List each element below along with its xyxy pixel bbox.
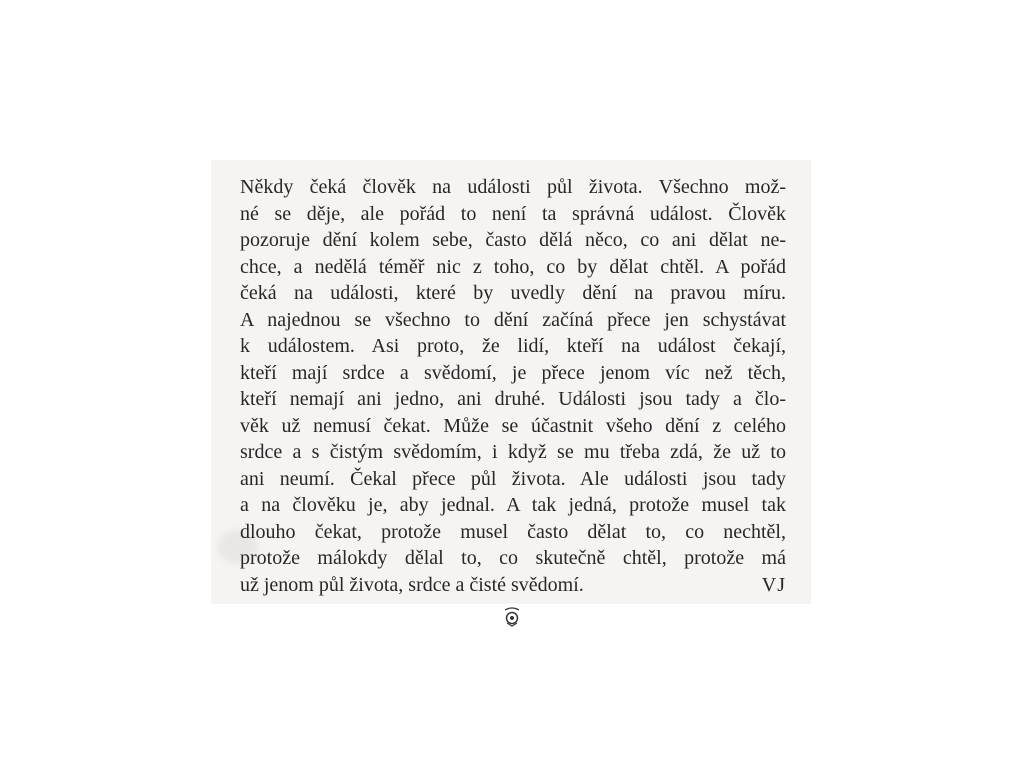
text-line: dlouho čekat, protože musel často dělat to, co nechtěl, bbox=[240, 520, 786, 543]
text-line: protože málokdy dělal to, co skutečně chtěl, protože má bbox=[240, 547, 786, 569]
text-line: k událostem. Asi proto, že lidí, kteří na událost čekají, bbox=[240, 335, 786, 357]
text-line: A najednou se všechno to dění začíná přece jen schystávat bbox=[240, 308, 786, 331]
text-line: čeká na události, které by uvedly dění na pravou míru. bbox=[240, 282, 786, 304]
last-line-text: už jenom půl života, srdce a čisté svědomí. bbox=[240, 573, 584, 596]
text-line: pozoruje dění kolem sebe, často dělá něco, co ani dělat ne- bbox=[240, 229, 786, 251]
last-line bbox=[240, 572, 786, 599]
text-line: a na člověku je, aby jednal. A tak jedná, protože musel tak bbox=[240, 494, 786, 516]
paragraph bbox=[240, 174, 786, 598]
text-line: Někdy čeká člověk na události půl života. Všechno mož- bbox=[240, 176, 786, 198]
text-line: ani neumí. Čekal přece půl života. Ale události jsou tady bbox=[240, 467, 786, 490]
text-line: chce, a nedělá téměř nic z toho, co by dělat chtěl. A pořád bbox=[240, 255, 786, 278]
stamp-logo-icon bbox=[502, 605, 522, 627]
text-line: věk už nemusí čekat. Může se účastnit všeho dění z celého bbox=[240, 414, 786, 437]
text-line: kteří mají srdce a svědomí, je přece jenom víc než těch, bbox=[240, 361, 786, 384]
author-signature: VJ bbox=[761, 573, 786, 596]
text-line: né se děje, ale pořád to není ta správná událost. Člověk bbox=[240, 202, 786, 225]
text-line: srdce a s čistým svědomím, i když se mu třeba zdá, že už to bbox=[240, 441, 786, 463]
text-line: kteří nemají ani jedno, ani druhé. Události jsou tady a člo- bbox=[240, 388, 786, 410]
